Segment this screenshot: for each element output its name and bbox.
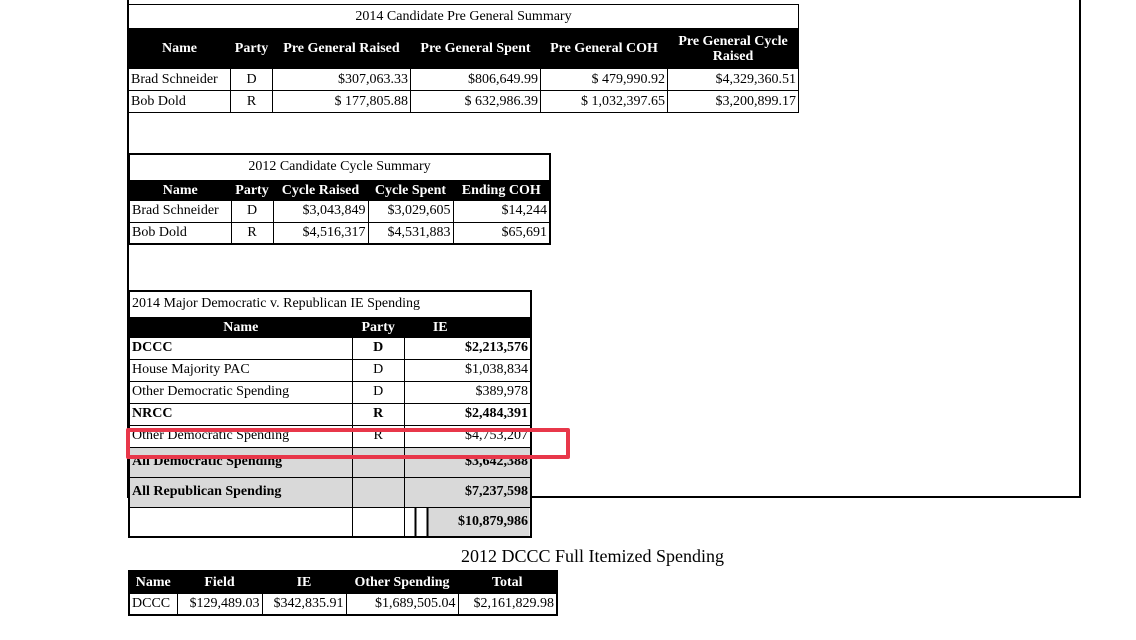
row-highlight	[126, 428, 570, 459]
cell-party: D	[231, 69, 273, 91]
table-row	[129, 593, 557, 615]
col-coh: Pre General COH	[541, 29, 668, 69]
col-ie: IE	[262, 571, 346, 593]
total-row	[129, 477, 531, 507]
col-name: Name	[129, 571, 177, 593]
cell-name: Brad Schneider	[129, 69, 231, 91]
table-row	[129, 222, 550, 244]
cycle-summary-table	[128, 153, 551, 245]
cell-total: $2,161,829.98	[458, 593, 557, 615]
cell-name: NRCC	[129, 403, 352, 425]
cell-ie: $1,038,834	[404, 359, 531, 381]
cell-name: DCCC	[129, 337, 352, 359]
cell-party: D	[352, 359, 404, 381]
dccc-itemized-table	[128, 570, 558, 616]
cell-name: Bob Dold	[129, 91, 231, 113]
col-field: Field	[177, 571, 262, 593]
cell-cycle-raised: $3,043,849	[273, 200, 368, 222]
col-ending-coh: Ending COH	[453, 180, 550, 200]
cell-party: R	[352, 403, 404, 425]
cell-cycle-raised: $4,516,317	[273, 222, 368, 244]
cell-coh: $ 479,990.92	[541, 69, 668, 91]
cell-ending-coh: $14,244	[453, 200, 550, 222]
grand-total-party	[352, 507, 404, 537]
cell-name: DCCC	[129, 593, 177, 615]
table-row	[129, 69, 799, 91]
table-row	[129, 200, 550, 222]
cell-ending-coh: $65,691	[453, 222, 550, 244]
cell-name: Brad Schneider	[129, 200, 231, 222]
cell-name: Bob Dold	[129, 222, 231, 244]
ie-spending-title: 2014 Major Democratic v. Republican IE Spending	[129, 291, 531, 317]
pre-general-summary-table	[128, 4, 799, 113]
cell-ie: $4,753,207	[404, 425, 531, 447]
table-row	[129, 381, 531, 403]
total-rep-label: All Republican Spending	[129, 477, 352, 507]
cell-ie: $342,835.91	[262, 593, 346, 615]
cycle-summary-title: 2012 Candidate Cycle Summary	[129, 154, 550, 180]
col-party: Party	[231, 29, 273, 69]
cell-raised: $307,063.33	[273, 69, 411, 91]
table-row	[129, 359, 531, 381]
cell-party: D	[352, 381, 404, 403]
col-cycle-raised: Cycle Raised	[273, 180, 368, 200]
table-row	[129, 403, 531, 425]
cell-cycle-raised: $4,329,360.51	[668, 69, 799, 91]
col-ie: IE	[404, 317, 531, 337]
cell-party: R	[352, 425, 404, 447]
cell-spent: $806,649.99	[411, 69, 541, 91]
col-total: Total	[458, 571, 557, 593]
cell-ie: $2,213,576	[404, 337, 531, 359]
col-raised: Pre General Raised	[273, 29, 411, 69]
table-row	[129, 91, 799, 113]
col-party: Party	[231, 180, 273, 200]
cell-party: D	[231, 200, 273, 222]
pre-general-title: 2014 Candidate Pre General Summary	[129, 5, 799, 29]
col-spent: Pre General Spent	[411, 29, 541, 69]
ie-spending-table	[128, 290, 532, 538]
total-rep-value: $7,237,598	[404, 477, 531, 507]
grand-total-text: $10,879,986	[458, 513, 528, 529]
cell-cycle-spent: $4,531,883	[368, 222, 453, 244]
total-dem-label: All Democratic Spending	[129, 447, 352, 477]
cell-party: D	[352, 337, 404, 359]
dccc-title: 2012 DCCC Full Itemized Spending	[461, 546, 724, 566]
cell-name: Other Democratic Spending	[129, 425, 352, 447]
cell-ie: $389,978	[404, 381, 531, 403]
cell-party: R	[231, 91, 273, 113]
cell-name: House Majority PAC	[129, 359, 352, 381]
cell-name: Other Democratic Spending	[129, 381, 352, 403]
cell-cycle-spent: $3,029,605	[368, 200, 453, 222]
cell-field: $129,489.03	[177, 593, 262, 615]
col-name: Name	[129, 29, 231, 69]
total-dem-value: $3,642,388	[404, 447, 531, 477]
col-cycle-raised: Pre General Cycle Raised	[668, 29, 799, 69]
grand-total-value	[404, 507, 531, 537]
table-row	[129, 337, 531, 359]
total-rep-party	[352, 477, 404, 507]
grand-total-label	[129, 507, 352, 537]
col-cycle-spent: Cycle Spent	[368, 180, 453, 200]
col-party: Party	[352, 317, 404, 337]
col-other-spending: Other Spending	[346, 571, 458, 593]
grand-total-row	[129, 507, 531, 537]
cell-other-spending: $1,689,505.04	[346, 593, 458, 615]
col-name: Name	[129, 180, 231, 200]
cell-cycle-raised: $3,200,899.17	[668, 91, 799, 113]
cell-party: R	[231, 222, 273, 244]
col-name: Name	[129, 317, 352, 337]
cell-raised: $ 177,805.88	[273, 91, 411, 113]
cell-spent: $ 632,986.39	[411, 91, 541, 113]
cell-coh: $ 1,032,397.65	[541, 91, 668, 113]
cell-ie: $2,484,391	[404, 403, 531, 425]
